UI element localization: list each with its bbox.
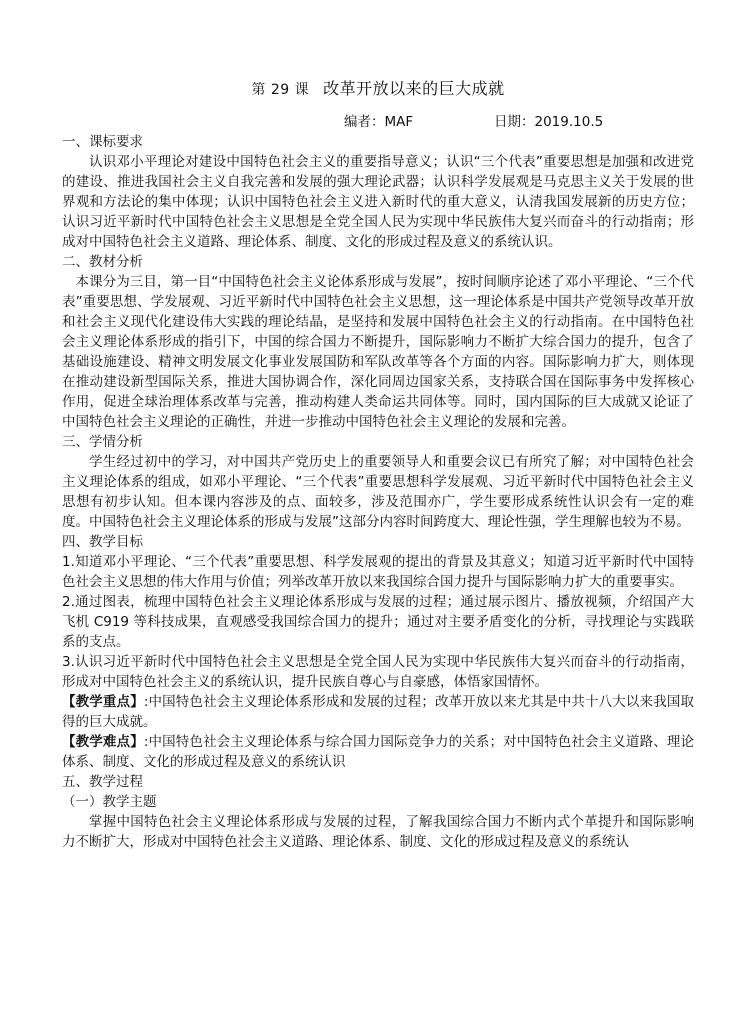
section-heading-objectives: 四、教学目标 [62, 534, 143, 550]
key-point-label: 【教学重点】 [62, 694, 144, 710]
objective-item-2: 2.通过图表，梳理中国特色社会主义理论体系形成与发展的过程；通过展示图片、播放视频，介绍国产大飞机 C919 等科技成果，直观感受我国综合国力的提升；通过对主要矛盾变化的分析，寻找理论与实践联系的支点。 [62, 594, 694, 650]
section-heading-students: 三、学情分析 [62, 434, 143, 450]
meta-row [62, 110, 694, 130]
section-heading-standards: 一、课标要求 [62, 134, 143, 150]
document-body [62, 132, 694, 852]
section-text-textbook: 本课分为三目，第一目“中国特色社会主义论体系形成与发展”，按时间顺序论述了邓小平理论、“三个代表”重要思想、学发展观、习近平新时代中国特色社会主义思想，这一理论体系是中国共产党领导改革开放和社会主义现代化建设伟大实践的理论结晶，是坚持和发展中国特色社会主义的行动指南。在中国特色社会主义理论体系形成的指引下，中国的综合国力不断提升，国际影响力不断扩大综合国力的提升，包含了基础设施建设、精神文明发展文化事业发展国防和军队改革等各个方面的内容。国际影响力扩大，则体现在推动建设新型国际关系，推进大国协调合作，深化同周边国家关系，支持联合国在国际事务中发挥核心作用，促进全球治理体系改革与完善，推动构建人类命运共同体等。同时，国内国际的巨大成就又论证了中国特色社会主义理论的正确性，并进一步推动中国特色社会主义理论的发展和完善。 [62, 274, 694, 430]
section-text-students: 学生经过初中的学习，对中国共产党历史上的重要领导人和重要会议已有所究了解；对中国特色社会主义理论体系的组成，如邓小平理论、“三个代表”重要思想科学发展观、习近平新时代中国特色社会主义思想有初步认知。但本课内容涉及的点、面较多，涉及范围亦广，学生要形成系统性认识会有一定的难度。中国特色社会主义理论体系的形成与发展”这部分内容时间跨度大、理论性强，学生理解也较为不易。 [62, 454, 694, 530]
objective-item-1: 1.知道邓小平理论、“三个代表”重要思想、科学发展观的提出的背景及其意义；知道习近平新时代中国特色社会主义思想的伟大作用与价值；列举改革开放以来我国综合国力提升与国际影响力扩大的重要事实。 [62, 554, 694, 590]
objective-item-3: 3.认识习近平新时代中国特色社会主义思想是全党全国人民为实现中华民族伟大复兴而奋斗的行动指南，形成对中国特色社会主义的系统认识，提升民族自尊心与自豪感，体悟家国情怀。 [62, 654, 694, 690]
date-label: 日期：2019.10.5 [494, 114, 604, 130]
subsection-heading-theme: （一）教学主题 [62, 794, 157, 810]
section-heading-process: 五、教学过程 [62, 774, 143, 790]
difficulty-label: 【教学难点】 [62, 734, 144, 750]
lesson-number: 第 29 课 [251, 82, 310, 98]
section-text-standards: 认识邓小平理论对建设中国特色社会主义的重要指导意义；认识“三个代表”重要思想是加强和改进党的建设、推进我国社会主义自我完善和发展的强大理论武器；认识科学发展观是马克思主义关于发展的世界观和方法论的集中体现；认识中国特色社会主义进入新时代的重大意义，认清我国发展新的历史方位；认识习近平新时代中国特色社会主义思想是全党全国人民为实现中华民族伟大复兴而奋斗的行动指南；形成对中国特色社会主义道路、理论体系、制度、文化的形成过程及意义的系统认识。 [62, 154, 694, 250]
section-text-theme: 掌握中国特色社会主义理论体系形成与发展的过程，了解我国综合国力不断内式个革提升和国际影响力不断扩大，形成对中国特色社会主义道路、理论体系、制度、文化的形成过程及意义的系统认 [62, 814, 694, 850]
page-title [62, 76, 694, 99]
lesson-title: 改革开放以来的巨大成就 [323, 79, 505, 98]
teaching-key-point [62, 692, 694, 732]
editor-label: 编者：MAF [344, 114, 414, 130]
difficulty-text: :中国特色社会主义理论体系与综合国力国际竞争力的关系；对中国特色社会主义道路、理论体系、制度、文化的形成过程及意义的系统认识 [62, 734, 694, 770]
section-heading-textbook: 二、教材分析 [62, 254, 143, 270]
key-point-text: :中国特色社会主义理论体系形成和发展的过程；改革开放以来尤其是中共十八大以来我国取得的巨大成就。 [62, 694, 694, 730]
teaching-difficulty [62, 732, 694, 772]
